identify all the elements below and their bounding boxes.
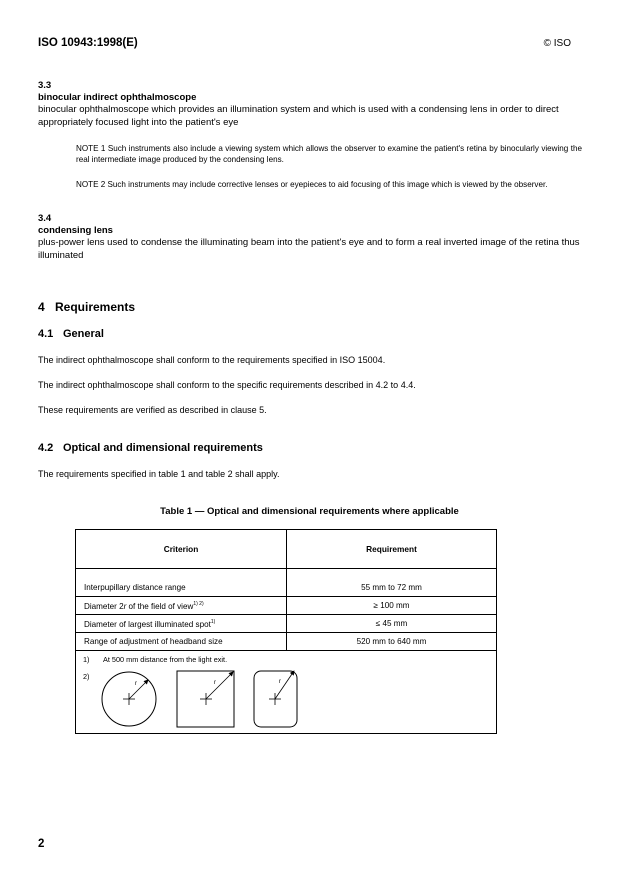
- requirement-cell: ≤ 45 mm: [287, 615, 497, 633]
- note: NOTE 1 Such instruments also include a viewing system which allows the observer to examine the patient's retina by binocularly viewing the real intermediate image produced by the condensing lens.: [76, 144, 582, 165]
- term-definition: binocular ophthalmoscope which provides an illumination system and which is used with a condensing lens in order to direct appropriately focused light into the patient's eye: [38, 104, 559, 128]
- criterion-cell: [76, 615, 287, 633]
- footnote-marker: 1): [83, 655, 90, 664]
- term-name: binocular indirect ophthalmoscope: [38, 92, 197, 103]
- column-header: Requirement: [287, 530, 497, 569]
- footnote-ref: 1): [210, 618, 216, 625]
- page-number: 2: [38, 838, 45, 850]
- table-footnote-row: [76, 651, 497, 734]
- footnote-cell: [76, 651, 497, 734]
- radius-label: r: [279, 679, 281, 685]
- subsection-heading: [38, 442, 263, 454]
- criterion-cell: [76, 597, 287, 615]
- field-of-view-diagram: [76, 651, 496, 735]
- subsection-title: General: [63, 328, 104, 340]
- radius-label: r: [135, 681, 137, 687]
- paragraph: These requirements are verified as described in clause 5.: [38, 405, 267, 415]
- square-field-shape: [177, 671, 234, 727]
- term-number: 3.4: [38, 213, 52, 224]
- requirement-cell: 55 mm to 72 mm: [287, 579, 497, 597]
- term-name: condensing lens: [38, 225, 113, 236]
- paragraph: The indirect ophthalmoscope shall conform to the requirements specified in ISO 15004.: [38, 355, 386, 365]
- criterion-text: Diameter 2: [84, 601, 124, 611]
- criterion-text: of the field of view: [126, 601, 194, 611]
- footnote-ref: 1) 2): [193, 600, 204, 607]
- table-caption: Table 1 — Optical and dimensional requirements where applicable: [160, 506, 459, 517]
- term-definition: plus-power lens used to condense the illuminating beam into the patient's eye and to form a real inverted image of the retina thus illuminated: [38, 237, 580, 261]
- footnote-marker: 2): [83, 672, 90, 681]
- radius-label: r: [214, 680, 216, 686]
- criterion-text: Diameter of largest illuminated spot: [84, 619, 211, 629]
- section-number: 4: [38, 300, 45, 314]
- subsection-title: Optical and dimensional requirements: [63, 442, 263, 454]
- table-spacer: [76, 569, 497, 580]
- table-row: [76, 597, 497, 615]
- subsection-number: 4.1: [38, 328, 54, 340]
- paragraph: The indirect ophthalmoscope shall conform to the specific requirements described in 4.2 to 4.4.: [38, 380, 416, 390]
- note: NOTE 2 Such instruments may include corrective lenses or eyepieces to aid focusing of this image which is viewed by the observer.: [76, 180, 548, 189]
- rounded-field-shape: [254, 671, 297, 727]
- circle-field-shape: [102, 672, 156, 726]
- requirement-cell: ≥ 100 mm: [287, 597, 497, 615]
- subsection-number: 4.2: [38, 442, 54, 454]
- section-heading: [38, 300, 135, 314]
- table-row: [76, 633, 497, 651]
- term-number: 3.3: [38, 80, 52, 91]
- footnote-text: At 500 mm distance from the light exit.: [103, 655, 228, 664]
- copyright-notice: © ISO: [543, 38, 571, 49]
- requirements-table: [75, 529, 497, 734]
- subsection-heading: [38, 328, 104, 340]
- requirement-cell: 520 mm to 640 mm: [287, 633, 497, 651]
- criterion-symbol: r: [123, 601, 127, 611]
- criterion-cell: Range of adjustment of headband size: [76, 633, 287, 651]
- table-header-row: [76, 530, 497, 569]
- paragraph: The requirements specified in table 1 and table 2 shall apply.: [38, 469, 280, 479]
- section-title: Requirements: [55, 300, 136, 314]
- table-row: [76, 579, 497, 597]
- criterion-cell: Interpupillary distance range: [76, 579, 287, 597]
- column-header: Criterion: [76, 530, 287, 569]
- table-row: [76, 615, 497, 633]
- document-id: ISO 10943:1998(E): [38, 37, 138, 49]
